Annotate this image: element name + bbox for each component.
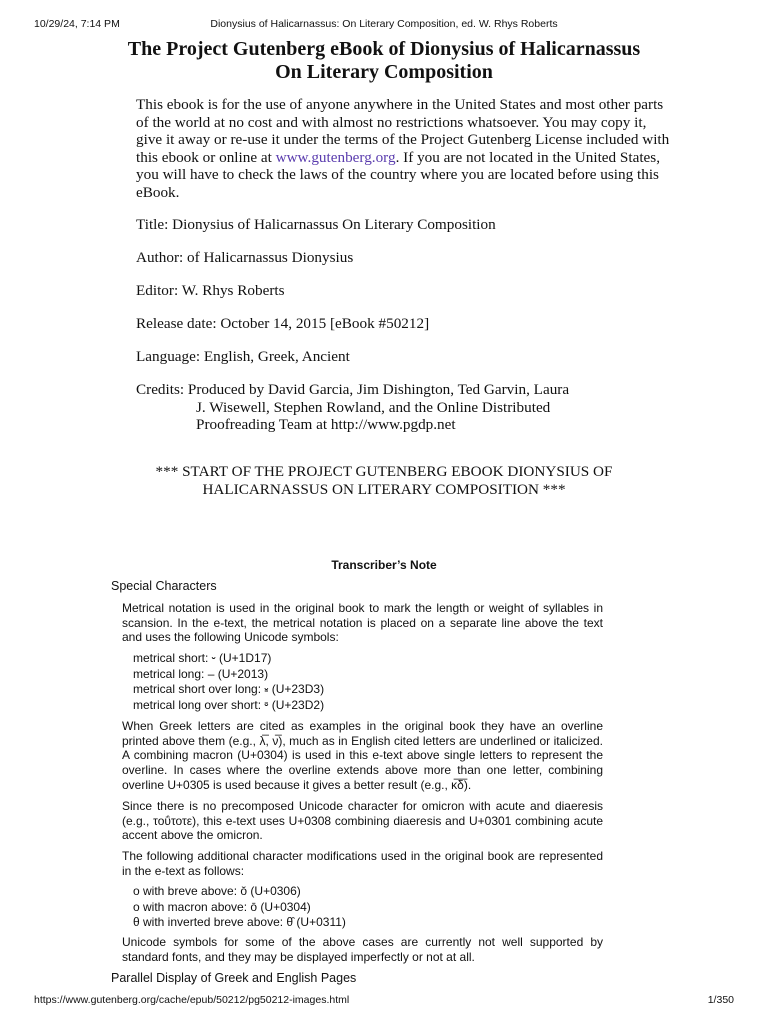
credits-line-3: Proofreading Team at http://www.pgdp.net bbox=[196, 416, 456, 433]
metrical-symbol-list bbox=[133, 651, 324, 713]
list-item: metrical short: ⏑ (U+1D17) bbox=[133, 651, 272, 665]
print-header bbox=[34, 18, 734, 32]
font-support-paragraph: Unicode symbols for some of the above cases are currently not well supported by standard fonts, and they may be displayed imperfectly or not at all. bbox=[122, 935, 603, 964]
print-url: https://www.gutenberg.org/cache/epub/50212/pg50212-images.html bbox=[34, 994, 350, 1006]
parallel-display-heading: Parallel Display of Greek and English Pages bbox=[111, 971, 357, 985]
modification-list bbox=[133, 884, 346, 931]
omicron-paragraph: Since there is no precomposed Unicode character for omicron with acute and diaeresis (e.g., τοΰτοτε), this e-text uses U+0308 combining diaeresis and U+0301 combining acute accent above the omicron. bbox=[122, 799, 603, 843]
gutenberg-link[interactable]: www.gutenberg.org bbox=[275, 148, 396, 166]
meta-credits bbox=[136, 381, 676, 434]
start-marker: *** START OF THE PROJECT GUTENBERG EBOOK DIONYSIUS OF HALICARNASSUS ON LITERARY COMPOSITION *** bbox=[155, 463, 613, 498]
list-item: metrical long over short: ⏒ (U+23D2) bbox=[133, 697, 325, 712]
print-page-number: 1/350 bbox=[707, 994, 734, 1006]
list-item: o with breve above: ŏ (U+0306) bbox=[133, 884, 301, 898]
meta-release-date: Release date: October 14, 2015 [eBook #50212] bbox=[136, 315, 430, 332]
credits-line-2: J. Wisewell, Stephen Rowland, and the Online Distributed bbox=[196, 398, 551, 416]
credits-line-1: Credits: Produced by David Garcia, Jim Dishington, Ted Garvin, Laura bbox=[136, 381, 570, 398]
book-title: The Project Gutenberg eBook of Dionysius of Halicarnassus On Literary Composition bbox=[127, 38, 641, 83]
list-item: θ with inverted breve above: θ̑ (U+0311) bbox=[133, 915, 346, 929]
print-page-title: Dionysius of Halicarnassus: On Literary Composition, ed. W. Rhys Roberts bbox=[210, 18, 558, 30]
list-item: metrical long: – (U+2013) bbox=[133, 666, 269, 681]
overline-paragraph: When Greek letters are cited as examples in the original book they have an overline printed above them (e.g., λ̅, ν̅), much as in English cited letters are underlined or italicized. A combining macron (U+0304) is used in this e-text above single letters to represent the overline. In cases where the overline extends above more than one letter, combining overline U+0305 is used because it gives a better result (e.g., κ̅δ̅). bbox=[122, 719, 603, 792]
license-paragraph bbox=[136, 96, 676, 201]
license-text-start: This ebook is for the use of anyone anywhere in the United States and most other parts of the world at no cost and with almost no restrictions whatsoever. You may copy it, give it away or re-use it under the terms of the Project Gutenberg License included with this ebook or online at bbox=[136, 96, 670, 166]
list-item: metrical short over long: ⏓ (U+23D3) bbox=[133, 682, 325, 696]
print-timestamp: 10/29/24, 7:14 PM bbox=[34, 18, 120, 30]
license-text-end: . If you are not located in the United States, you will have to check the laws of the country where you are located before using this eBook. bbox=[136, 148, 661, 201]
meta-title: Title: Dionysius of Halicarnassus On Literary Composition bbox=[136, 216, 496, 233]
modifications-paragraph: The following additional character modifications used in the original book are represented in the e-text as follows: bbox=[122, 849, 603, 878]
transcriber-note-title: Transcriber’s Note bbox=[331, 558, 437, 572]
meta-author: Author: of Halicarnassus Dionysius bbox=[136, 249, 354, 266]
metrical-notation-paragraph: Metrical notation is used in the original book to mark the length or weight of syllables in scansion. In the e-text, the metrical notation is placed on a separate line above the text and uses the following Unicode symbols: bbox=[122, 601, 603, 645]
meta-language: Language: English, Greek, Ancient bbox=[136, 348, 350, 365]
special-characters-heading: Special Characters bbox=[111, 579, 217, 593]
list-item: o with macron above: ō (U+0304) bbox=[133, 899, 311, 914]
print-footer bbox=[34, 994, 734, 1008]
meta-editor: Editor: W. Rhys Roberts bbox=[136, 282, 285, 299]
